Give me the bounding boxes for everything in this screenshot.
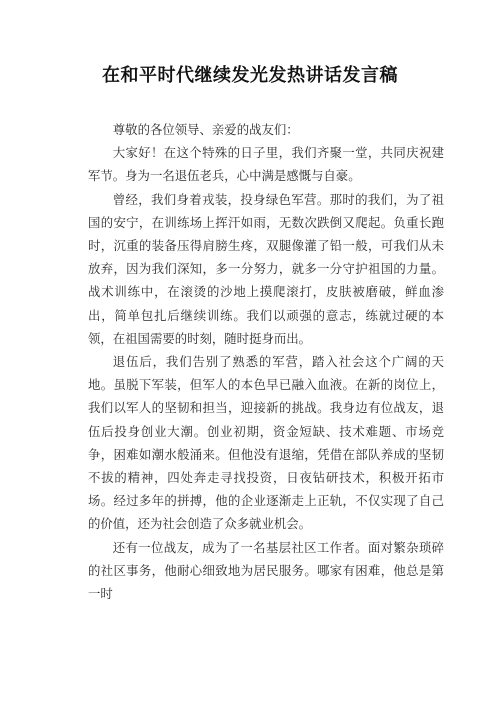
body-paragraph: 还有一位战友，成为了一名基层社区工作者。面对繁杂琐碎的社区事务，他耐心细致地为居民服务。哪家有困难，他总是第一时 [88,539,444,602]
salutation-paragraph: 尊敬的各位领导、亲爱的战友们： [112,122,299,137]
body-paragraph: 曾经，我们身着戎装，投身绿色军营。那时的我们，为了祖国的安宁，在训练场上挥汗如雨，无数次跌倒又爬起。负重长跑时，沉重的装备压得肩膀生疼，双腿像灌了铅一般，可我们从未放弃，因为我们深知，多一分努力，就多一分守护祖国的力量。战术训练中，在滚烫的沙地上摸爬滚打，皮肤被磨破，鲜血渗出，简单包扎后继续训练。我们以顽强的意志，练就过硬的本领，在祖国需要的时刻，随时挺身而出。 [88,191,444,346]
body-paragraph: 大家好！在这个特殊的日子里，我们齐聚一堂，共同庆祝建军节。身为一名退伍老兵，心中满是感慨与自豪。 [88,145,444,184]
document-title: 在和平时代继续发光发热讲话发言稿 [102,65,398,86]
document-body [88,118,444,605]
body-paragraph: 退伍后，我们告别了熟悉的军营，踏入社会这个广阔的天地。虽脱下军装，但军人的本色早已融入血液。在新的岗位上，我们以军人的坚韧和担当，迎接新的挑战。我身边有位战友，退伍后投身创业大潮。创业初期，资金短缺、技术难题、市场竞争，困难如潮水般涌来。但他没有退缩，凭借在部队养成的坚韧不拔的精神，四处奔走寻找投资，日夜钻研技术，积极开拓市场。经过多年的拼搏，他的企业逐渐走上正轨，不仅实现了自己的价值，还为社会创造了众多就业机会。 [88,354,444,532]
